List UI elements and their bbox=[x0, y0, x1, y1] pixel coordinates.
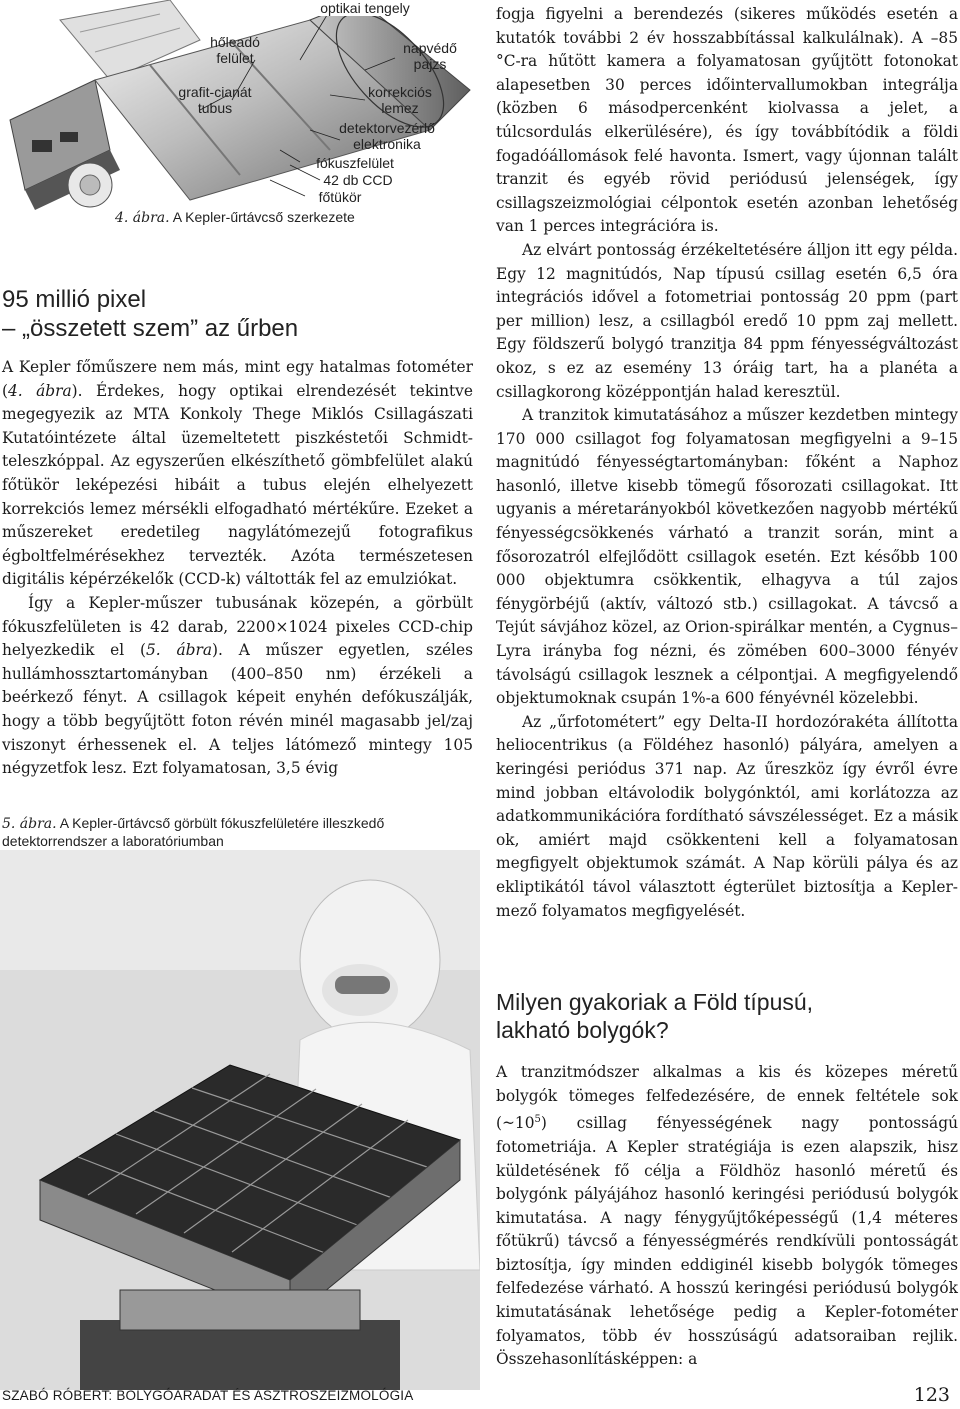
paragraph: Az „űrfotométert” egy Delta-II hordozórakéta állította heliocentrikus (a Földéhez hasonló) pályára, amelyen a keringési periódus 371 nap. Az űreszköz így évről évre mind jobban eltávolodik bolygónktól, ami korlátozza az adatkommunikációra fordítható sávszélességet. Ez a másik ok, amiért majd csökkenteni kell a folyamatosan megfigyelt objektumok számát. A Nap körüli pálya és az ekliptikától távol választott égterület biztosítja a Kepler-mező folyamatos megfigyelését. bbox=[496, 712, 958, 920]
section-heading-line-1: 95 millió pixel bbox=[2, 286, 147, 313]
label-sunshade: napvédő pajzs bbox=[403, 40, 457, 72]
figure-5-photo bbox=[0, 850, 480, 1390]
paragraph: fogja figyelni a berendezés (sikeres működés esetén a kutatók további 2 év hosszabbítással kalkulálnak). A –85 °C-ra hűtött kamera a folyamatosan gyűjtött fotonokat alapesetben 30 perces időintervallumokban integrálja (közben 6 másodpercenként kiolvassa a jelet, a túlcsordulás elkerülésére), és így továbbítódik a földi fogadóállomások felé havonta. Ismert, vagy újonnan talált tranzit és egyéb rövid periódusú jelenségek, így csillagszeizmológiai célpontok esetén azonban lehetőség van 1 perces integrációra is. bbox=[496, 5, 958, 236]
paragraph: Az elvárt pontosság érzékeltetésére álljon itt egy példa. Egy 12 magnitúdós, Nap típusú csillag esetén 6,5 óra integrációs idővel a fotometriai pontosság 20 ppm (part per million) lesz, a csillagból eredő 10 ppm zaj mellett. Egy földszerű bolygó tranzitja 84 ppm fényességváltozást okoz, s ez az esemény 13 óráig tart, ha a planéta a csillagkorong középpontján halad keresztül. bbox=[496, 240, 958, 401]
figure-5-caption-text: A Kepler-űrtávcső görbült fókuszfelületére illeszkedő detektorrendszer a laboratóriumban bbox=[2, 815, 385, 849]
figure-5-caption-label: 5. ábra. bbox=[2, 816, 57, 832]
superscript: 5 bbox=[534, 1114, 541, 1126]
label-ccd: 42 db CCD bbox=[323, 172, 393, 188]
section-heading-line-1: Milyen gyakoriak a Föld típusú, bbox=[496, 989, 814, 1015]
section-heading-earth-like-planets bbox=[496, 988, 813, 1044]
label-focal-plane: fókuszfelület bbox=[316, 155, 394, 171]
label-optical-axis: optikai tengely bbox=[300, 0, 430, 16]
figure-reference: 4. ábra bbox=[8, 381, 72, 400]
paragraph bbox=[2, 592, 473, 781]
label-radiator: hőleadó felület bbox=[210, 34, 260, 66]
running-title: SZABÓ RÓBERT: BOLYGÓARADAT ÉS ASZTROSZEIZMOLÓGIA bbox=[2, 1388, 414, 1403]
left-column-body bbox=[2, 356, 473, 781]
text-run: Így a Kepler-műszer tubusának közepén, a görbült fókuszfelületen is 42 darab, 2200×1024 pixeles CCD-chip helyezkedik el ( bbox=[2, 593, 473, 660]
label-electronics: detektorvezérlő elektronika bbox=[339, 120, 435, 152]
figure-5-caption bbox=[2, 815, 470, 850]
section-heading-line-2: lakható bolygók? bbox=[496, 1017, 669, 1043]
ccd-array-lab-photo bbox=[0, 850, 480, 1390]
right-column-body-2 bbox=[496, 1061, 958, 1372]
label-corrector: korrekciós lemez bbox=[368, 84, 432, 116]
figure-4-caption-text: A Kepler-űrtávcső szerkezete bbox=[169, 209, 355, 225]
figure-4-caption bbox=[115, 209, 475, 227]
paragraph bbox=[2, 356, 473, 592]
figure-4-caption-label: 4. ábra. bbox=[115, 210, 170, 226]
section-heading-95-million-pixels bbox=[2, 285, 298, 343]
text-run: A tranzitmódszer alkalmas a kis és közepes méretű bolygók tömeges felfedezésére, de ennek feltétele sok (~10 bbox=[496, 1063, 958, 1133]
figure-4 bbox=[0, 0, 480, 240]
text-run: ). A műszer egyetlen, széles hullámhossztartományban (400–850 nm) érzékeli a beérkező fényt. A csillagok képeit enyhén defókuszálják, hogy a több begyűjtött foton révén minél magasabb jel/zaj viszonyt érhessenek el. A teljes látómező mintegy 105 négyzetfok lesz. Ezt folyamatosan, 3,5 évig bbox=[2, 641, 473, 778]
section-heading-line-2: – „összetett szem” az űrben bbox=[2, 315, 299, 342]
figure-reference: 5. ábra bbox=[146, 641, 213, 660]
right-column-body bbox=[496, 3, 958, 923]
label-tube: grafit-cianát tubus bbox=[178, 84, 252, 116]
paragraph: A tranzitok kimutatásához a műszer kezdetben mintegy 170 000 csillagot fog folyamatosan megfigyelni a 9–15 magnitúdó fényességtartományban: főként a Naphoz hasonló, illetve kisebb tömegű fősorozati csillagokat. Itt ugyanis a méretarányokból következően nagyobb mértékű fényességcsökkenés várható a tranzit során, mint a fősorozatról elfejlődött csillagok esetén. Ezt később 100 000 objektumra csökkentik, elhagyva a túl zajos fénygörbéjű (aktív, változó stb.) csillagokat. A távcső a Tejút sávjához közel, az Orion-spirálkar mentén, a Cygnus–Lyra irányba fog nézni, és zömében 600–3000 fényév távolságú csillagok lesznek a célpontjai. A megfigyelendő objektumoknak csupán 1%-a 600 fényévnél közelebbi. bbox=[496, 406, 958, 708]
page-number: 123 bbox=[913, 1384, 950, 1406]
text-run: ). Érdekes, hogy optikai elrendezését tekintve megegyezik az MTA Konkoly Thege Miklós Csillagászati Kutatóintézete által üzemeltetett piszkéstetői Schmidt-teleszkóppal. Az egyszerűen elkészíthető gömbfelület alakú főtükör leképezési hibáit a tubus elején elhelyezett korrekciós lemez mérsékli elfogadható mértékűre. Ezeket a műszereket eredetileg nagylátómezejű fotografikus égboltfelmérésekhez tervezték. Azóta természetesen digitális képérzékelők (CCD-k) váltották fel az emulziókat. bbox=[2, 381, 473, 589]
label-mirror: főtükör bbox=[318, 189, 362, 205]
paragraph bbox=[496, 1061, 958, 1372]
text-run: A Kepler főműszere nem más, mint egy hatalmas fotométer ( bbox=[2, 358, 473, 400]
text-run: ) csillag fényességének nagy pontosságú fotometriája. A Kepler stratégiája is ezen alapszik, hisz küldetésének fő célja a Földhöz hasonló méretű és bolygónk pályájához hasonló keringési periódusú bolygók kimutatása. A nagy fénygyűjtőképességű (1,4 méteres főtükrű) távcső a fényességmérés rendkívüli pontosságát biztosítja, így minden eddiginél kisebb bolygók tömeges felfedezése várható. A hosszú keringési periódusú bolygók kimutatásának lehetősége pedig a Kepler-fotométer folyamatos, több év hosszúságú adatsoraiban rejlik. Összehasonlításképpen: a bbox=[496, 1114, 958, 1369]
